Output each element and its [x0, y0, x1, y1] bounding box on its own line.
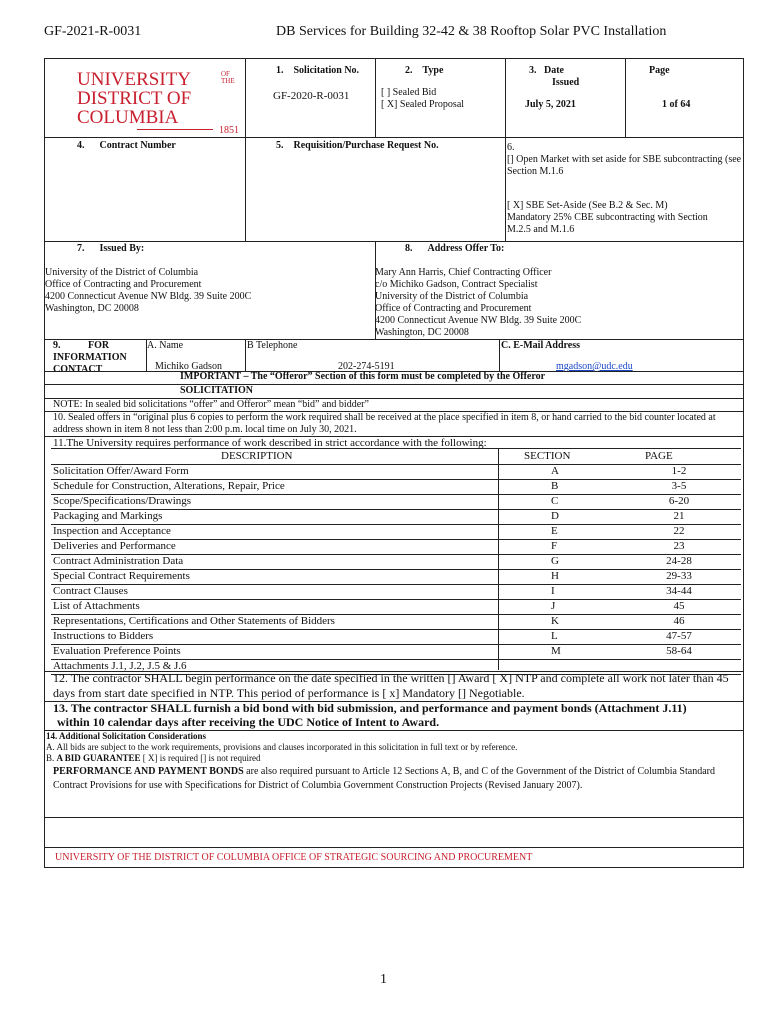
table-row: [51, 629, 741, 645]
row-section: L: [551, 630, 558, 642]
performance-bonds-text: [53, 765, 743, 793]
row-description: Packaging and Markings: [53, 510, 163, 522]
sections-table: [45, 449, 745, 671]
table-row: [51, 524, 741, 540]
row-section: F: [551, 540, 558, 552]
f3-label: Date: [544, 65, 564, 76]
f1-label: Solicitation No.: [293, 65, 360, 76]
row-page: 29-33: [666, 570, 692, 582]
f1-num: 1.: [276, 65, 284, 76]
f6-mandatory-cbe: Mandatory 25% CBE subcontracting with Section: [507, 212, 708, 223]
page-count: 1 of 64: [662, 99, 691, 110]
row-page: 21: [673, 510, 685, 522]
row-description: Instructions to Bidders: [53, 630, 154, 642]
row-section: A: [551, 465, 559, 477]
row-page: 24-28: [666, 555, 692, 567]
table-row: [51, 614, 741, 630]
table-row: [51, 599, 741, 615]
row-section: K: [551, 615, 559, 627]
col-section: SECTION: [524, 450, 571, 462]
row-page: 46: [673, 615, 685, 627]
item-13-line1: 13. The contractor SHALL furnish a bid bond with bid submission, and performance and payment bonds (Attachment J.11): [53, 701, 687, 715]
item-12-text: 12. The contractor SHALL begin performance on the date specified in the written [] Award [ X] NTP and complete all work not later than 45 days from start date specified in NTP. This period of performance is [ x] Mandatory [] Negotiable.: [53, 671, 729, 700]
row-description: Contract Clauses: [53, 585, 128, 597]
f9-for: FOR: [88, 340, 110, 351]
row-description: Deliveries and Performance: [53, 540, 176, 552]
date-issued: July 5, 2021: [525, 99, 576, 110]
f3-label2: Issued: [552, 77, 580, 88]
table-row: [51, 479, 741, 495]
row-page: 23: [673, 540, 685, 552]
row-section: M: [551, 645, 561, 657]
row-description: Scope/Specifications/Drawings: [53, 495, 192, 507]
f8-label: Address Offer To:: [427, 243, 505, 254]
row-description: Evaluation Preference Points: [53, 645, 181, 657]
table-row: [51, 569, 741, 585]
item-14-a: A. All bids are subject to the work requirements, provisions and clauses incorporated in this solicitation in full text or by reference.: [46, 742, 518, 752]
table-row: [51, 644, 741, 660]
logo-line1: UNIVERSITY: [77, 69, 191, 90]
f4-num: 4.: [77, 140, 85, 151]
f9-num: 9.: [53, 340, 61, 351]
row-description: Solicitation Offer/Award Form: [53, 465, 189, 477]
f6-sections: M.2.5 and M.1.6: [507, 224, 575, 235]
row-page: 3-5: [671, 480, 687, 492]
row-page: 6-20: [668, 495, 690, 507]
item-11-text: 11.The University requires performance of work described in strict accordance with the following:: [53, 437, 487, 449]
table-row: [51, 554, 741, 570]
row-page: 45: [673, 600, 685, 612]
row-section: C: [551, 495, 559, 507]
f7-num: 7.: [77, 243, 85, 254]
f9-information: INFORMATION: [53, 352, 127, 363]
logo-year: 1851: [219, 125, 239, 136]
solicitation-form: [44, 58, 744, 868]
row-section: J: [551, 600, 556, 612]
item-14-b-prefix: B.: [46, 753, 55, 763]
f8-num: 8.: [405, 243, 413, 254]
doc-id-header: GF-2021-R-0031: [44, 24, 142, 39]
name-label: A. Name: [147, 340, 184, 351]
f6-sbe-set-aside: [ X] SBE Set-Aside (See B.2 & Sec. M): [507, 200, 668, 211]
bid-guarantee-options: [ X] is required [] is not required: [142, 753, 261, 763]
row-section: E: [551, 525, 558, 537]
f2-label: Type: [422, 65, 444, 76]
f6-section: Section M.1.6: [507, 166, 564, 177]
footer-office-name: UNIVERSITY OF THE DISTRICT OF COLUMBIA OFFICE OF STRATEGIC SOURCING AND PROCUREMENT: [55, 852, 533, 863]
row-description: Inspection and Acceptance: [53, 525, 171, 537]
row-page: 58-64: [666, 645, 692, 657]
logo-the: THE: [221, 77, 235, 85]
doc-title-header: DB Services for Building 32-42 & 38 Rooftop Solar PVC Installation: [276, 24, 667, 39]
contact-telephone: 202-274-5191: [338, 361, 395, 372]
col-page: PAGE: [645, 450, 673, 462]
contact-email-link[interactable]: mgadson@udc.edu: [556, 361, 633, 372]
row-description: Representations, Certifications and Other Statements of Bidders: [53, 615, 335, 627]
f7-label: Issued By:: [99, 243, 145, 254]
row-description: List of Attachments: [53, 600, 140, 612]
f9-contact: CONTACT: [53, 364, 103, 375]
f5-num: 5.: [276, 140, 284, 151]
f3-num: 3.: [529, 65, 537, 76]
f6-open-market: [] Open Market with set aside for SBE subcontracting (see: [507, 154, 742, 165]
note-text: NOTE: In sealed bid solicitations “offer” and Offeror” mean “bid” and bidder”: [53, 399, 369, 410]
row-section: B: [551, 480, 559, 492]
row-page: 22: [673, 525, 685, 537]
type-sealed-proposal: [ X] Sealed Proposal: [381, 99, 465, 110]
row-section: H: [551, 570, 559, 582]
performance-bonds-label: PERFORMANCE AND PAYMENT BONDS: [53, 766, 244, 777]
row-section: I: [551, 585, 555, 597]
udc-logo: [77, 69, 247, 141]
row-page: 1-2: [671, 465, 687, 477]
table-row: [51, 584, 741, 600]
f5-label: Requisition/Purchase Request No.: [293, 140, 439, 151]
logo-line3: COLUMBIA: [77, 107, 179, 128]
f2-num: 2.: [405, 65, 413, 76]
row-description: Special Contract Requirements: [53, 570, 190, 582]
solicitation-number: GF-2020-R-0031: [273, 90, 350, 102]
contact-name: Michiko Gadson: [155, 361, 222, 372]
page-label: Page: [649, 65, 670, 76]
table-row: [51, 464, 741, 480]
page-number: 1: [380, 972, 387, 987]
col-description: DESCRIPTION: [221, 450, 293, 462]
table-header-row: [51, 449, 741, 465]
table-row: [51, 494, 741, 510]
row-section: D: [551, 510, 559, 522]
solicitation-heading: SOLICITATION: [180, 385, 253, 396]
item-10-text: 10. Sealed offers in “original plus 6 copies to perform the work required shall be received at the place specified in item 8, or hand carried to the bid counter located at address shown in item 8 not less than 2:00 p.m. local time on July 30, 2021.: [53, 412, 716, 435]
row-description: Schedule for Construction, Alterations, Repair, Price: [53, 480, 285, 492]
performance-bonds-body: are also required pursuant to Article 12 Sections A, B, and C of the Government of the District of Columbia Standard Contract Provisions for use with Specifications for District of Columbia Government Construction Projects (Revised January 2007).: [53, 766, 715, 791]
item-13-line2: within 10 calendar days after receiving the UDC Notice of Intent to Award.: [57, 715, 440, 729]
offer-to-address: Mary Ann Harris, Chief Contracting Officer c/o Michiko Gadson, Contract Specialist University of the District of Columbia Office of Contracting and Procurement 4200 Connecticut Avenue NW Bldg. 39 Suite 200C Washington, DC 20008: [375, 267, 582, 338]
logo-line2: DISTRICT OF: [77, 88, 192, 109]
email-label: C. E-Mail Address: [501, 340, 580, 351]
telephone-label: B Telephone: [247, 340, 298, 351]
row-section: G: [551, 555, 559, 567]
row-description: Attachments J.1, J.2, J.5 & J.6: [53, 660, 187, 672]
logo-of: OF: [221, 70, 230, 78]
type-sealed-bid: [ ] Sealed Bid: [381, 87, 437, 98]
row-page: 47-57: [666, 630, 692, 642]
important-notice: IMPORTANT – The “Offeror” Section of this form must be completed by the Offeror: [180, 371, 546, 382]
table-row: [51, 539, 741, 555]
f6-num: 6.: [507, 142, 515, 153]
item-14-title: 14. Additional Solicitation Considerations: [46, 731, 207, 741]
issued-by-address: University of the District of Columbia Office of Contracting and Procurement 4200 Connecticut Avenue NW Bldg. 39 Suite 200C Washington, DC 20008: [45, 267, 252, 314]
row-page: 34-44: [666, 585, 692, 597]
row-description: Contract Administration Data: [53, 555, 184, 567]
bid-guarantee-label: A BID GUARANTEE: [56, 753, 141, 763]
table-row: [51, 509, 741, 525]
f4-label: Contract Number: [99, 140, 176, 151]
